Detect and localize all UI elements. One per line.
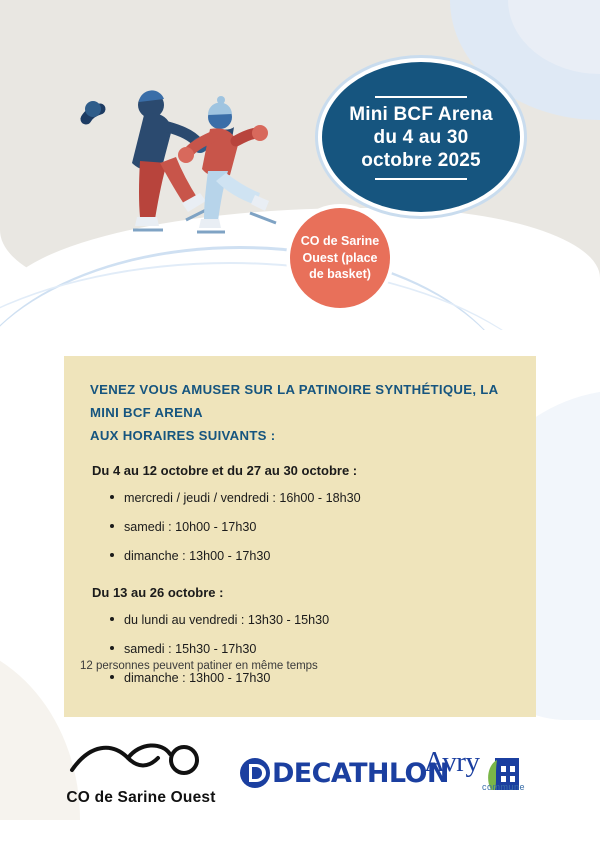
panel-title-line-1: VENEZ VOUS AMUSER SUR LA PATINOIRE SYNTHÉTIQUE, LA MINI BCF ARENA [90, 382, 498, 421]
co-sarine-ouest-mark-icon [66, 736, 216, 778]
schedule-group-heading-1: Du 4 au 12 octobre et du 27 au 30 octobre : [92, 463, 358, 479]
list-item: samedi : 10h00 - 17h30 [124, 513, 510, 542]
list-item: mercredi / jeudi / vendredi : 16h00 - 18h30 [124, 484, 510, 513]
logo-decathlon [238, 756, 449, 790]
badge-title-line-1: Mini BCF Arena [349, 103, 493, 125]
badge-title-line-2: du 4 au 30 [373, 126, 469, 148]
avry-sublabel: commune [482, 782, 526, 792]
panel-title [90, 378, 510, 447]
panel-title-line-2: AUX HORAIRES SUIVANTS : [90, 428, 276, 444]
list-item: samedi : 15h30 - 17h30 [124, 635, 510, 664]
avry-label: Avry [424, 746, 480, 778]
logo-avry [424, 746, 526, 792]
schedule-list-2 [90, 606, 510, 693]
badge-rule-top [375, 96, 467, 98]
list-item: dimanche : 13h00 - 17h30 [124, 664, 510, 693]
schedule-list-1 [90, 484, 510, 571]
list-item: du lundi au vendredi : 13h30 - 15h30 [124, 606, 510, 635]
sponsor-logos [0, 718, 600, 828]
badge-rule-bottom [375, 178, 467, 180]
decathlon-mark-icon [238, 756, 272, 790]
schedule-group-heading-2: Du 13 au 26 octobre : [92, 584, 224, 600]
capacity-note: 12 personnes peuvent patiner en même temps [80, 660, 318, 672]
logo-co-sarine-ouest [56, 736, 226, 807]
badge-title-line-3: octobre 2025 [361, 150, 481, 172]
venue-circle [290, 208, 390, 308]
decathlon-label: DECATHLON [272, 757, 449, 789]
event-title-badge [322, 62, 520, 212]
co-sarine-ouest-label: CO de Sarine Ouest [66, 789, 216, 806]
skaters-illustration [40, 45, 310, 245]
list-item: dimanche : 13h00 - 17h30 [124, 542, 510, 571]
venue-label: CO de Sarine Ouest (place de basket) [300, 234, 380, 282]
